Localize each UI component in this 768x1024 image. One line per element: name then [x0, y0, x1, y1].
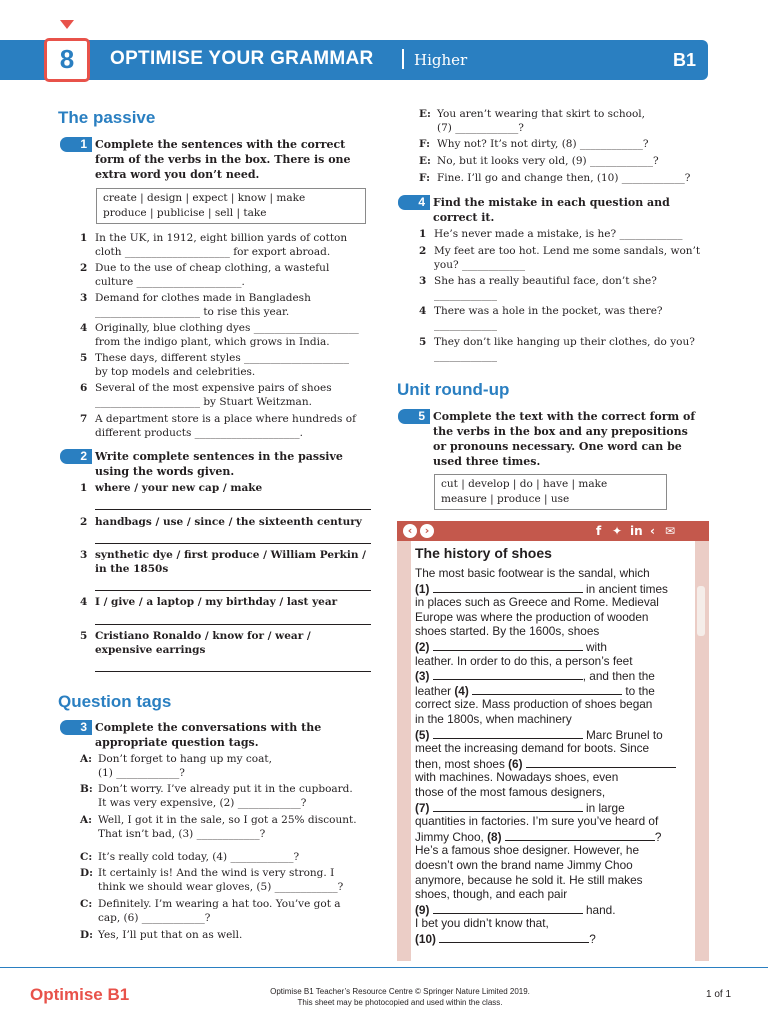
item-text: Cristiano Ronaldo / know for / wear / expensive earrings — [95, 630, 311, 656]
item-number: 1 — [80, 232, 88, 244]
item-text: He’s never made a mistake, is he? ____________ — [434, 228, 683, 240]
share-icon[interactable]: ‹ — [650, 524, 655, 538]
answer-line[interactable] — [95, 624, 371, 625]
exercise-number: 4 — [418, 195, 425, 209]
speaker: D: — [80, 867, 93, 879]
exercise-instruction-1: Complete the sentences with the correct form of the verbs in the box. There is one extra word you don’t need. — [95, 138, 351, 181]
answer-line[interactable] — [95, 543, 371, 544]
exercise-badge-4 — [398, 195, 430, 210]
article-line: meet the increasing demand for boots. Since — [415, 741, 650, 756]
item-text: My feet are too hot. Lend me some sandals, won’t you? ____________ — [434, 245, 701, 271]
item-number: 3 — [80, 292, 88, 304]
exercise-number: 5 — [418, 409, 425, 423]
line-text: Yes, I’ll put that on as well. — [98, 929, 243, 941]
item-number: 3 — [419, 275, 427, 287]
answer-blank[interactable] — [433, 800, 583, 812]
unit-marker-triangle — [60, 20, 74, 29]
item-number: 4 — [80, 322, 88, 334]
item-text: I / give / a laptop / my birthday / last year — [95, 596, 338, 608]
speaker: C: — [80, 851, 93, 863]
item-number: 2 — [80, 262, 88, 274]
article-line: leather (4) to the — [415, 683, 655, 698]
exercise-item — [80, 231, 380, 261]
exercise-item — [80, 261, 380, 291]
exercise-item — [80, 629, 380, 659]
item-number: 5 — [80, 630, 88, 642]
conversation-line — [419, 137, 709, 153]
article-title: The history of shoes — [415, 545, 552, 561]
article-line: doesn’t own the brand name Jimmy Choo — [415, 858, 633, 872]
conversation-line — [80, 782, 380, 812]
article-line: those of the most famous designers, — [415, 785, 606, 799]
footer-copyright — [200, 986, 600, 1008]
article-line: I bet you didn’t know that, — [415, 916, 549, 931]
exercise-item — [419, 274, 709, 304]
conversation-line — [80, 752, 380, 782]
item-text: Several of the most expensive pairs of shoes ____________________ by Stuart Weitzman. — [95, 382, 332, 408]
speaker: E: — [419, 155, 431, 167]
exercise-number: 3 — [80, 720, 87, 734]
cefr-label: B1 — [673, 50, 697, 70]
exercise-item — [419, 244, 709, 274]
speaker: C: — [80, 898, 93, 910]
conversation-line — [419, 154, 709, 170]
article-line: shoes started. By the 1600s, shoes — [415, 624, 600, 639]
conversation-line — [80, 928, 380, 944]
item-number: 4 — [419, 305, 427, 317]
item-number: 6 — [80, 382, 88, 394]
item-text: A department store is a place where hundreds of different products ____________________. — [95, 413, 356, 439]
exercise-instruction-2: Write complete sentences in the passive using the words given. — [95, 450, 343, 478]
article-line: shoes, though, and each pair — [415, 887, 568, 902]
article-toolbar — [397, 521, 709, 541]
article-line: leather. In order to do this, a person’s feet — [415, 653, 633, 668]
answer-blank[interactable] — [433, 727, 583, 739]
section-heading-question-tags: Question tags — [58, 692, 172, 711]
article-line: correct size. Mass production of shoes began — [415, 697, 653, 712]
word-box-1 — [96, 188, 366, 224]
article-line: then, most shoes (6) — [415, 756, 676, 772]
item-number: 2 — [419, 245, 427, 257]
item-text: Demand for clothes made in Bangladesh ____________________ to rise this year. — [95, 292, 311, 318]
chevron-right-icon[interactable]: › — [420, 524, 434, 538]
word-box-row: produce | publicise | sell | take — [103, 207, 267, 219]
speaker: F: — [419, 138, 430, 150]
speaker: F: — [419, 172, 430, 184]
answer-blank[interactable] — [433, 581, 583, 593]
exercise-number: 1 — [80, 137, 87, 151]
speaker: E: — [419, 108, 431, 120]
item-text: She has a really beautiful face, don’t she? ____________ — [434, 275, 657, 301]
header-divider — [402, 49, 404, 69]
answer-blank[interactable] — [433, 639, 583, 651]
exercise-instruction-4: Find the mistake in each question and correct it. — [433, 196, 670, 224]
unit-number: 8 — [59, 44, 75, 74]
section-heading-unit-roundup: Unit round-up — [397, 380, 510, 399]
exercise-item — [80, 412, 380, 442]
exercise-item — [80, 291, 380, 321]
article-line: quantities in factories. I’m sure you’ve heard of — [415, 814, 659, 829]
item-number: 1 — [80, 482, 88, 494]
level-label: Higher — [414, 51, 468, 69]
exercise-item — [419, 227, 709, 243]
conversation-line — [419, 107, 709, 137]
speaker: A: — [80, 753, 93, 765]
conversation-line — [419, 171, 709, 187]
line-text: Don’t worry. I’ve already put it in the cupboard. It was very expensive, (2) ____________? — [98, 783, 353, 809]
conversation-line — [80, 850, 380, 866]
line-text: Well, I got it in the sale, so I got a 25% discount. That isn’t bad, (3) ____________? — [98, 814, 357, 840]
exercise-badge-5 — [398, 409, 430, 424]
item-text: where / your new cap / make — [95, 482, 263, 494]
item-text: There was a hole in the pocket, was there? ____________ — [434, 305, 663, 331]
speaker: D: — [80, 929, 93, 941]
item-text: They don’t like hanging up their clothes, do you? ____________ — [434, 336, 695, 362]
answer-blank[interactable] — [505, 829, 655, 841]
line-text: Don’t forget to hang up my coat, (1) ____________? — [98, 753, 272, 779]
answer-blank[interactable] — [439, 931, 589, 943]
item-text: handbags / use / since / the sixteenth century — [95, 516, 362, 528]
article-line: (10) ? — [415, 932, 596, 946]
exercise-instruction-3: Complete the conversations with the appropriate question tags. — [95, 721, 322, 749]
item-number: 5 — [419, 336, 427, 348]
exercise-badge-1 — [60, 137, 92, 152]
word-box-row: measure | produce | use — [441, 493, 570, 505]
article-line: with machines. Nowadays shoes, even — [415, 770, 619, 785]
speaker: B: — [80, 783, 93, 795]
answer-blank[interactable] — [526, 756, 676, 768]
chevron-left-icon[interactable]: ‹ — [403, 524, 417, 538]
line-text: No, but it looks very old, (9) ____________? — [437, 155, 659, 167]
item-number: 2 — [80, 516, 88, 528]
answer-blank[interactable] — [433, 668, 583, 680]
item-number: 3 — [80, 549, 88, 561]
item-text: In the UK, in 1912, eight billion yards of cotton cloth ____________________ for export abroad. — [95, 232, 348, 258]
exercise-item — [80, 481, 380, 497]
speaker: A: — [80, 814, 93, 826]
footer-brand: Optimise B1 — [30, 985, 130, 1004]
item-number: 7 — [80, 413, 88, 425]
conversation-line — [80, 897, 380, 927]
exercise-item — [80, 381, 380, 411]
article-line: Jimmy Choo, (8) ? — [415, 829, 662, 844]
word-box-row: cut | develop | do | have | make — [441, 478, 608, 490]
exercise-item — [80, 595, 380, 611]
word-box-row: create | design | expect | know | make — [103, 192, 306, 204]
answer-line[interactable] — [95, 590, 371, 591]
exercise-number: 2 — [80, 449, 87, 463]
line-text: Fine. I’ll go and change then, (10) ____________? — [437, 172, 691, 184]
linkedin-icon[interactable]: in — [630, 524, 643, 538]
conversation-line — [80, 813, 380, 843]
item-text: These days, different styles ____________________ by top models and celebrities. — [95, 352, 350, 378]
footer-rule — [0, 967, 768, 968]
item-text: Due to the use of cheap clothing, a wasteful culture ____________________. — [95, 262, 330, 288]
exercise-item — [80, 321, 380, 351]
line-text: You aren’t wearing that skirt to school, (7) ____________? — [437, 108, 645, 134]
facebook-icon[interactable]: f — [596, 524, 602, 538]
page-title: OPTIMISE YOUR GRAMMAR — [110, 48, 374, 69]
article-line: in the 1800s, when machinery — [415, 712, 572, 726]
line-text: Why not? It’s not dirty, (8) ____________? — [437, 138, 649, 150]
conversation-line — [80, 866, 380, 896]
article-line: (9) hand. — [415, 902, 616, 917]
exercise-instruction-5: Complete the text with the correct form of the verbs in the box and any prepositions or pronouns necessary. One word can be used three times. — [433, 410, 696, 468]
exercise-item — [80, 515, 380, 531]
article-line: The most basic footwear is the sandal, which — [415, 566, 650, 580]
exercise-item — [419, 335, 709, 365]
article-line: (5) Marc Brunel to — [415, 727, 663, 742]
article-line: anymore, because he sold it. He still makes — [415, 872, 643, 887]
answer-blank[interactable] — [472, 683, 622, 695]
section-heading-passive: The passive — [58, 108, 156, 127]
exercise-item — [80, 548, 380, 578]
answer-line[interactable] — [95, 509, 371, 510]
exercise-badge-3 — [60, 720, 92, 735]
item-text: Originally, blue clothing dyes ____________________ from the indigo plant, which grows in India. — [95, 322, 359, 348]
article-line: (1) in ancient times — [415, 581, 668, 596]
line-text: It’s really cold today, (4) ____________? — [98, 851, 300, 863]
word-box-5 — [434, 474, 667, 510]
exercise-item — [80, 351, 380, 381]
item-number: 5 — [80, 352, 88, 364]
article-line: Europe was where the production of wooden — [415, 609, 649, 624]
item-number: 1 — [419, 228, 427, 240]
copyright-line: This sheet may be photocopied and used within the class. — [297, 998, 503, 1007]
copyright-line: Optimise B1 Teacher’s Resource Centre © Springer Nature Limited 2019. — [270, 987, 530, 996]
article-line: (2) with — [415, 640, 607, 654]
line-text: Definitely. I’m wearing a hat too. You’ve got a cap, (6) ____________? — [98, 898, 341, 924]
line-text: It certainly is! And the wind is very strong. I think we should wear gloves, (5) ____________? — [98, 867, 344, 893]
article-line: (3) , and then the — [415, 669, 655, 684]
answer-line[interactable] — [95, 671, 371, 672]
item-text: synthetic dye / first produce / William Perkin / in the 1850s — [95, 549, 366, 575]
article-line: He’s a famous shoe designer. However, he — [415, 843, 640, 858]
answer-blank[interactable] — [433, 902, 583, 914]
exercise-item — [419, 304, 709, 334]
item-number: 4 — [80, 596, 88, 608]
page-number: 1 of 1 — [706, 989, 732, 1000]
email-icon[interactable]: ✉ — [665, 524, 676, 538]
article-scrollbar[interactable] — [697, 586, 705, 636]
twitter-icon[interactable]: ✦ — [612, 524, 623, 538]
article-line: in places such as Greece and Rome. Medieval — [415, 595, 659, 610]
exercise-badge-2 — [60, 449, 92, 464]
article-line: (7) in large — [415, 800, 625, 815]
